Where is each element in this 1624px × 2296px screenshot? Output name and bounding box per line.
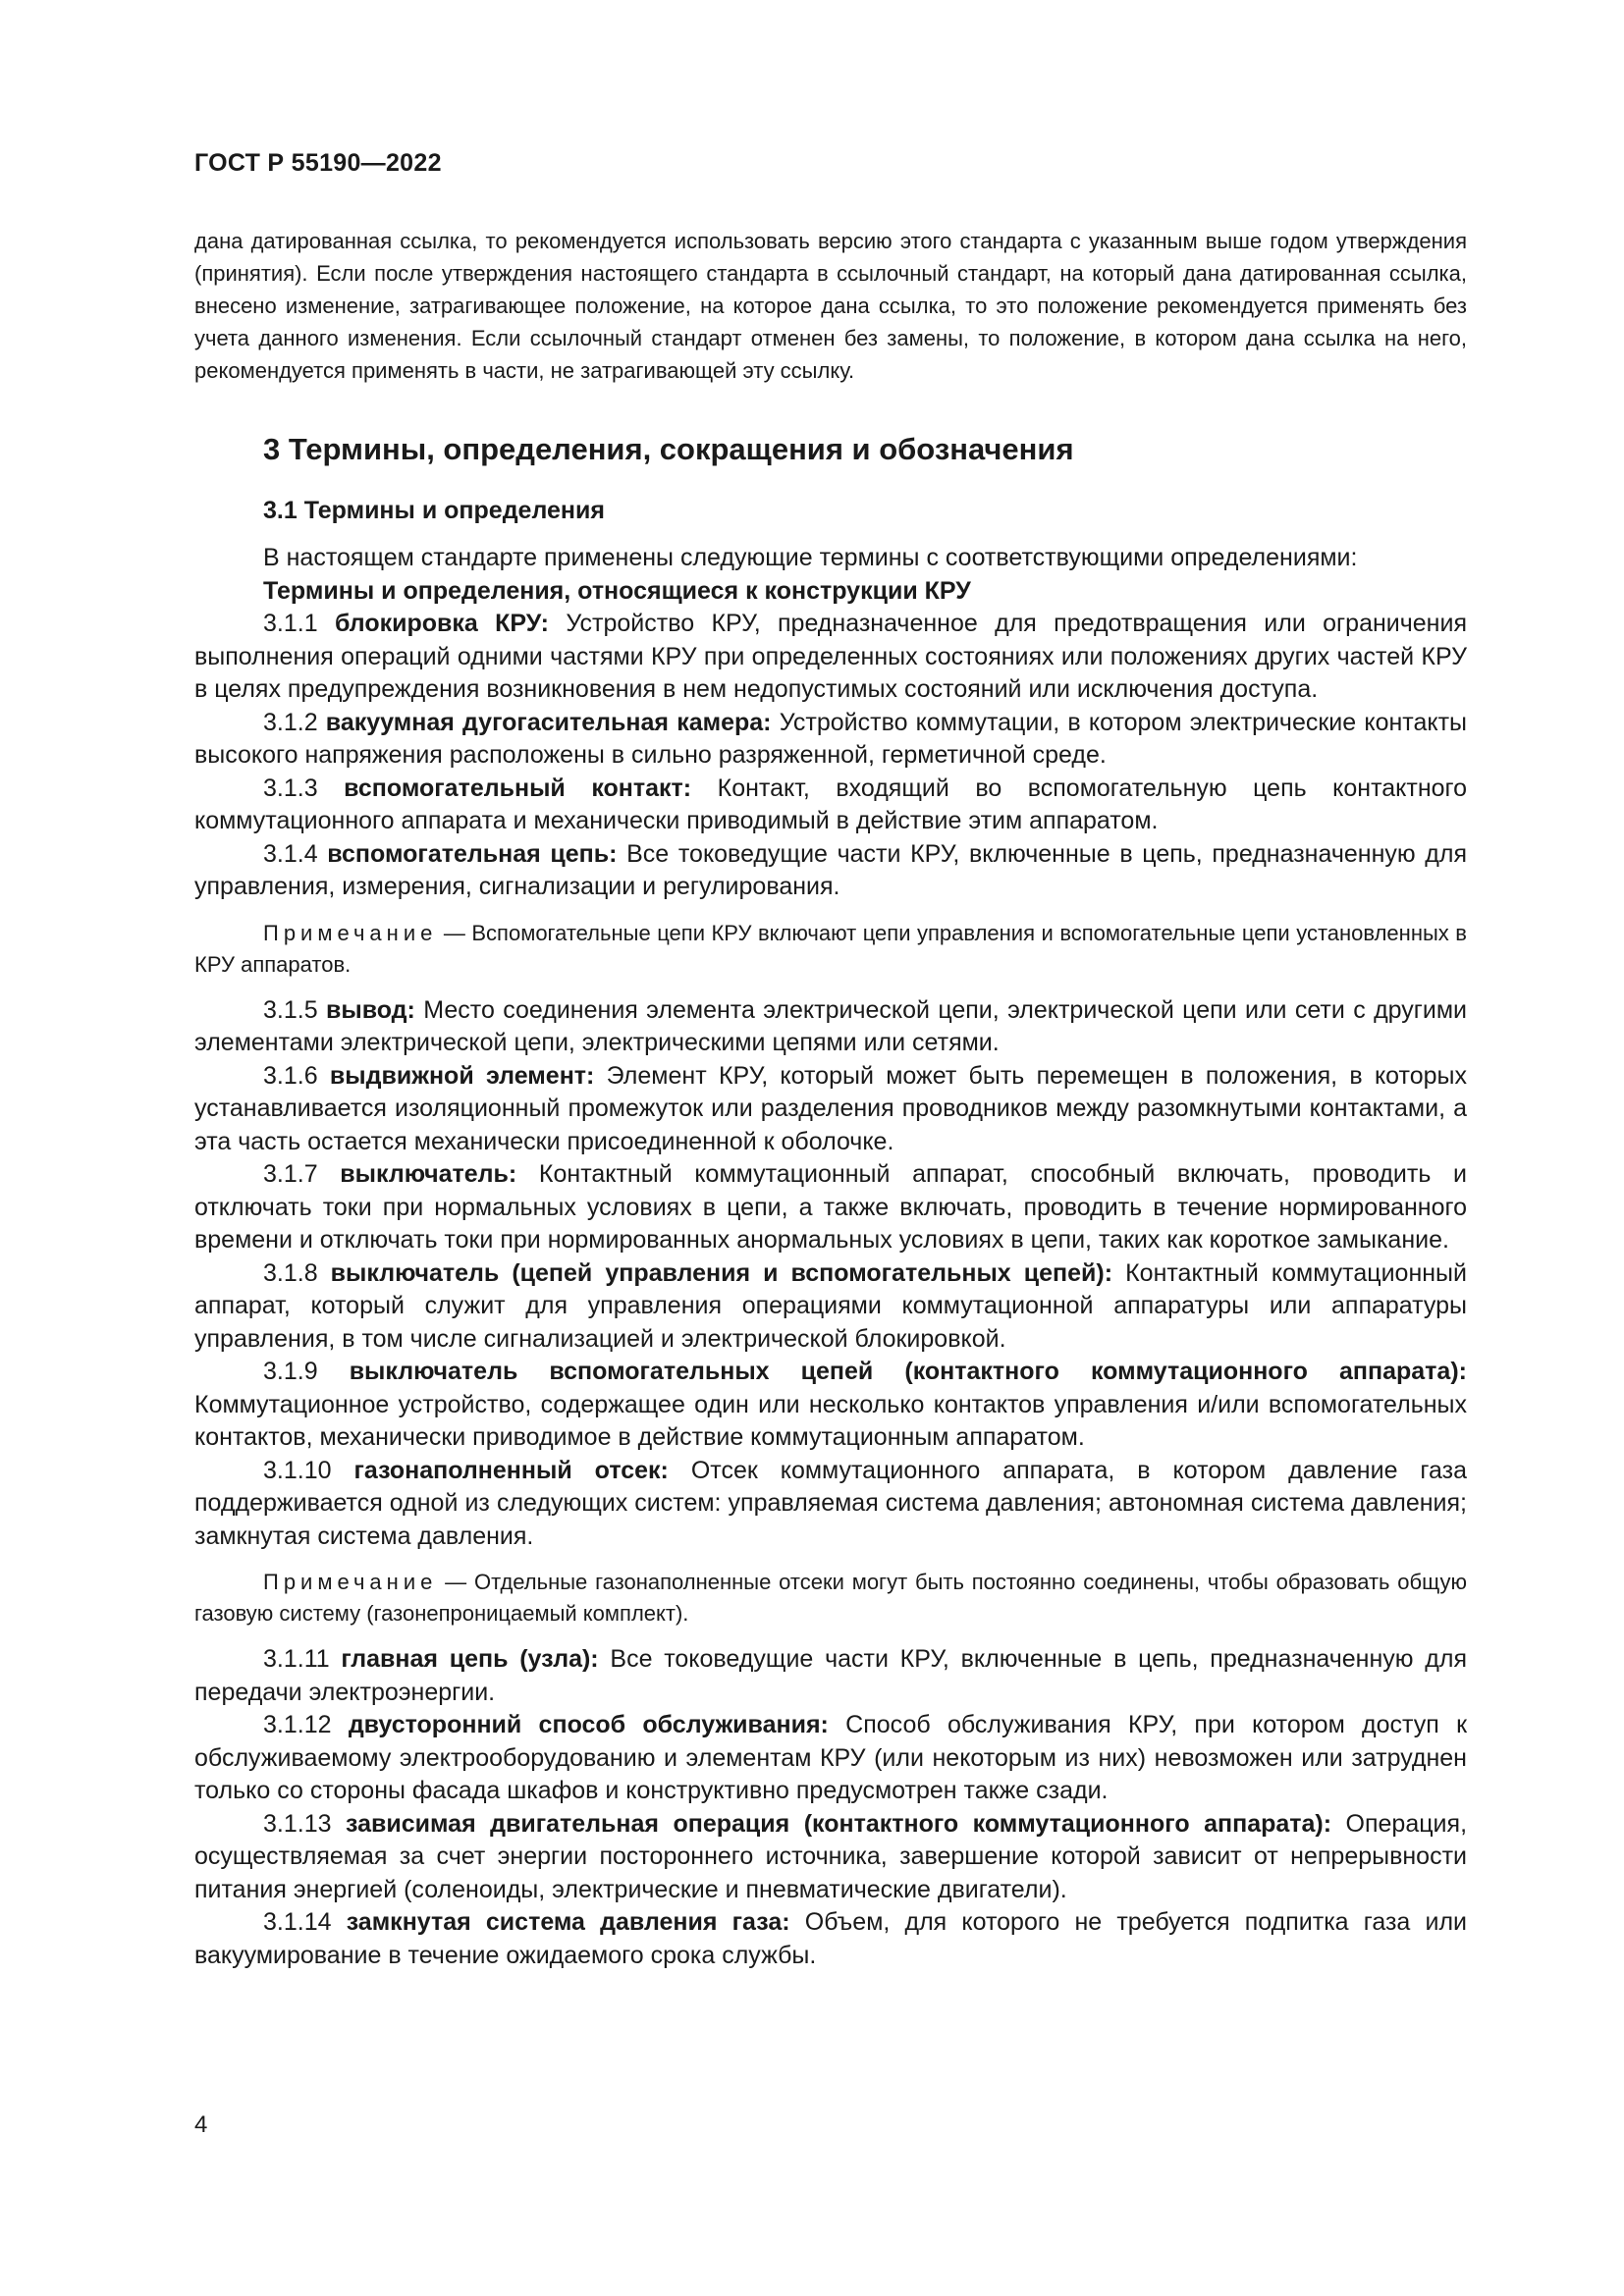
term-definition: Операция, осуществляемая за счет энергии постороннего источника, завершение которой зависит от непрерывности питания энергией (соленоиды, электрические и пневматические двигатели). (194, 1809, 1468, 1903)
term-entry (194, 1455, 1467, 1554)
term-number: 3.1.3 (263, 774, 318, 802)
term-entry (194, 608, 1467, 707)
term-entry (194, 1643, 1467, 1709)
term-name: вспомогательная цепь: (327, 839, 618, 868)
term-number: 3.1.9 (263, 1358, 318, 1385)
term-name: главная цепь (узла): (341, 1645, 599, 1673)
term-definition: Все токоведущие части КРУ, включенные в цепь, предназначенную для управления, измерения, сигнализации и регулирования. (194, 839, 1467, 900)
term-number: 3.1.5 (263, 995, 318, 1024)
term-number: 3.1.11 (263, 1645, 330, 1673)
document-id: ГОСТ Р 55190—2022 (194, 149, 442, 177)
term-entry (194, 773, 1467, 838)
term-definition: Отсек коммутационного аппарата, в котором давление газа поддерживается одной из следующих систем: управляемая система давления; автономная система давления; замкнутая система давления. (194, 1456, 1467, 1550)
term-definition: Все токоведущие части КРУ, включенные в цепь, предназначенную для передачи электроэнергии. (194, 1645, 1467, 1706)
term-number: 3.1.1 (263, 610, 318, 637)
term-number: 3.1.10 (263, 1456, 332, 1484)
note-label: Примечание (263, 1570, 438, 1594)
note-text: — Отдельные газонаполненные отсеки могут быть постоянно соединены, чтобы образовать общую газовую систему (газонепроницаемый комплект). (194, 1570, 1467, 1626)
term-number: 3.1.12 (263, 1711, 332, 1738)
term-definition: Объем, для которого не требуется подпитка газа или вакуумирование в течение ожидаемого срока службы. (194, 1908, 1467, 1969)
term-name: газонаполненный отсек: (353, 1456, 669, 1484)
subsection-title: 3.1 Термины и определения (263, 497, 605, 524)
term-name: вывод: (325, 995, 415, 1024)
term-entry (194, 838, 1467, 904)
term-name: выключатель: (340, 1160, 517, 1188)
term-entry (194, 1060, 1467, 1159)
note (194, 918, 1467, 981)
term-name: вспомогательный контакт: (344, 774, 692, 802)
note (194, 1567, 1467, 1629)
term-entry (194, 1257, 1467, 1357)
term-definition: Место соединения элемента электрической цепи, электрической цепи или сети с другими элементами электрической цепи, электрическими цепями или сетями. (194, 995, 1468, 1056)
term-entry (194, 1808, 1467, 1907)
term-name: замкнутая система давления газа: (346, 1908, 790, 1936)
term-definition: Элемент КРУ, который может быть перемещен в положения, в которых устанавливается изоляционный промежуток или разделения проводников между разомкнутыми контактами, а эта часть остается механически присоединенной к оболочке. (194, 1061, 1467, 1155)
term-number: 3.1.7 (263, 1160, 318, 1188)
term-number: 3.1.4 (263, 839, 318, 868)
term-definition: Устройство коммутации, в котором электрические контакты высокого напряжения расположены в сильно разряженной, герметичной среде. (194, 708, 1467, 769)
intro-paragraph: дана датированная ссылка, то рекомендуется использовать версию этого стандарта с указанным выше годом утверждения (принятия). Если после утверждения настоящего стандарта в ссылочный стандарт, на который дана датированная ссылка, внесено изменение, затрагивающее положение, на которое дана ссылка, то это положение рекомендуется применять без учета данного изменения. Если ссылочный стандарт отменен без замены, то положение, в котором дана ссылка на него, рекомендуется применять в части, не затрагивающей эту ссылку. (194, 229, 1467, 383)
term-name: двусторонний способ обслуживания: (348, 1711, 829, 1738)
term-entry (194, 1906, 1467, 1972)
term-number: 3.1.6 (263, 1061, 318, 1090)
term-number: 3.1.14 (263, 1908, 332, 1936)
term-definition: Способ обслуживания КРУ, при котором доступ к обслуживаемому электрооборудованию и элементам КРУ (или некоторым из них) невозможен или затруднен только со стороны фасада шкафов и конструктивно предусмотрен также сзади. (194, 1711, 1468, 1804)
term-number: 3.1.8 (263, 1258, 318, 1287)
note-label: Примечание (263, 920, 438, 945)
term-entry (194, 994, 1467, 1060)
term-entry (194, 1356, 1467, 1455)
term-definition: Контактный коммутационный аппарат, способный включать, проводить и отключать токи при нормальных условиях в цепи, а также включать, проводить в течение нормированного времени и отключать токи при нормированных анормальных условиях в цепи, таких как короткое замыкание. (194, 1160, 1467, 1254)
term-number: 3.1.13 (263, 1809, 332, 1838)
term-name: выключатель вспомогательных цепей (контактного коммутационного аппарата): (349, 1358, 1467, 1385)
term-number: 3.1.2 (263, 708, 318, 736)
term-definition: Контакт, входящий во вспомогательную цепь контактного коммутационного аппарата и механически приводимый в действие этим аппаратом. (194, 774, 1468, 834)
term-name: вакуумная дугогасительная камера: (325, 708, 772, 736)
term-definition: Устройство КРУ, предназначенное для предотвращения или ограничения выполнения операций одними частями КРУ при определенных состояниях или положениях других частей КРУ в целях предупреждения возникновения в нем недопустимых состояний или исключения доступа. (194, 610, 1467, 703)
terms-body (194, 542, 1467, 1972)
page-number: 4 (194, 2111, 208, 2138)
group-heading: Термины и определения, относящиеся к конструкции КРУ (263, 576, 971, 605)
lead-paragraph: В настоящем стандарте применены следующие термины с соответствующими определениями: (263, 544, 1358, 571)
term-entry (194, 1158, 1467, 1257)
term-definition: Коммутационное устройство, содержащее один или несколько контактов управления и/или вспомогательных контактов, механически приводимое в действие коммутационным аппаратом. (194, 1390, 1467, 1451)
term-entry (194, 707, 1467, 773)
note-text: — Вспомогательные цепи КРУ включают цепи управления и вспомогательные цепи установленных в КРУ аппаратов. (194, 920, 1467, 977)
term-entry (194, 1709, 1467, 1808)
section-title: 3 Термины, определения, сокращения и обозначения (263, 432, 1074, 466)
term-definition: Контактный коммутационный аппарат, который служит для управления операциями коммутационной аппаратуры или аппаратуры управления, в том числе сигнализацией и электрической блокировкой. (194, 1258, 1467, 1353)
term-name: блокировка КРУ: (334, 610, 549, 637)
term-name: выдвижной элемент: (329, 1061, 595, 1090)
term-name: зависимая двигательная операция (контактного коммутационного аппарата): (345, 1809, 1332, 1838)
term-name: выключатель (цепей управления и вспомогательных цепей): (330, 1258, 1113, 1287)
